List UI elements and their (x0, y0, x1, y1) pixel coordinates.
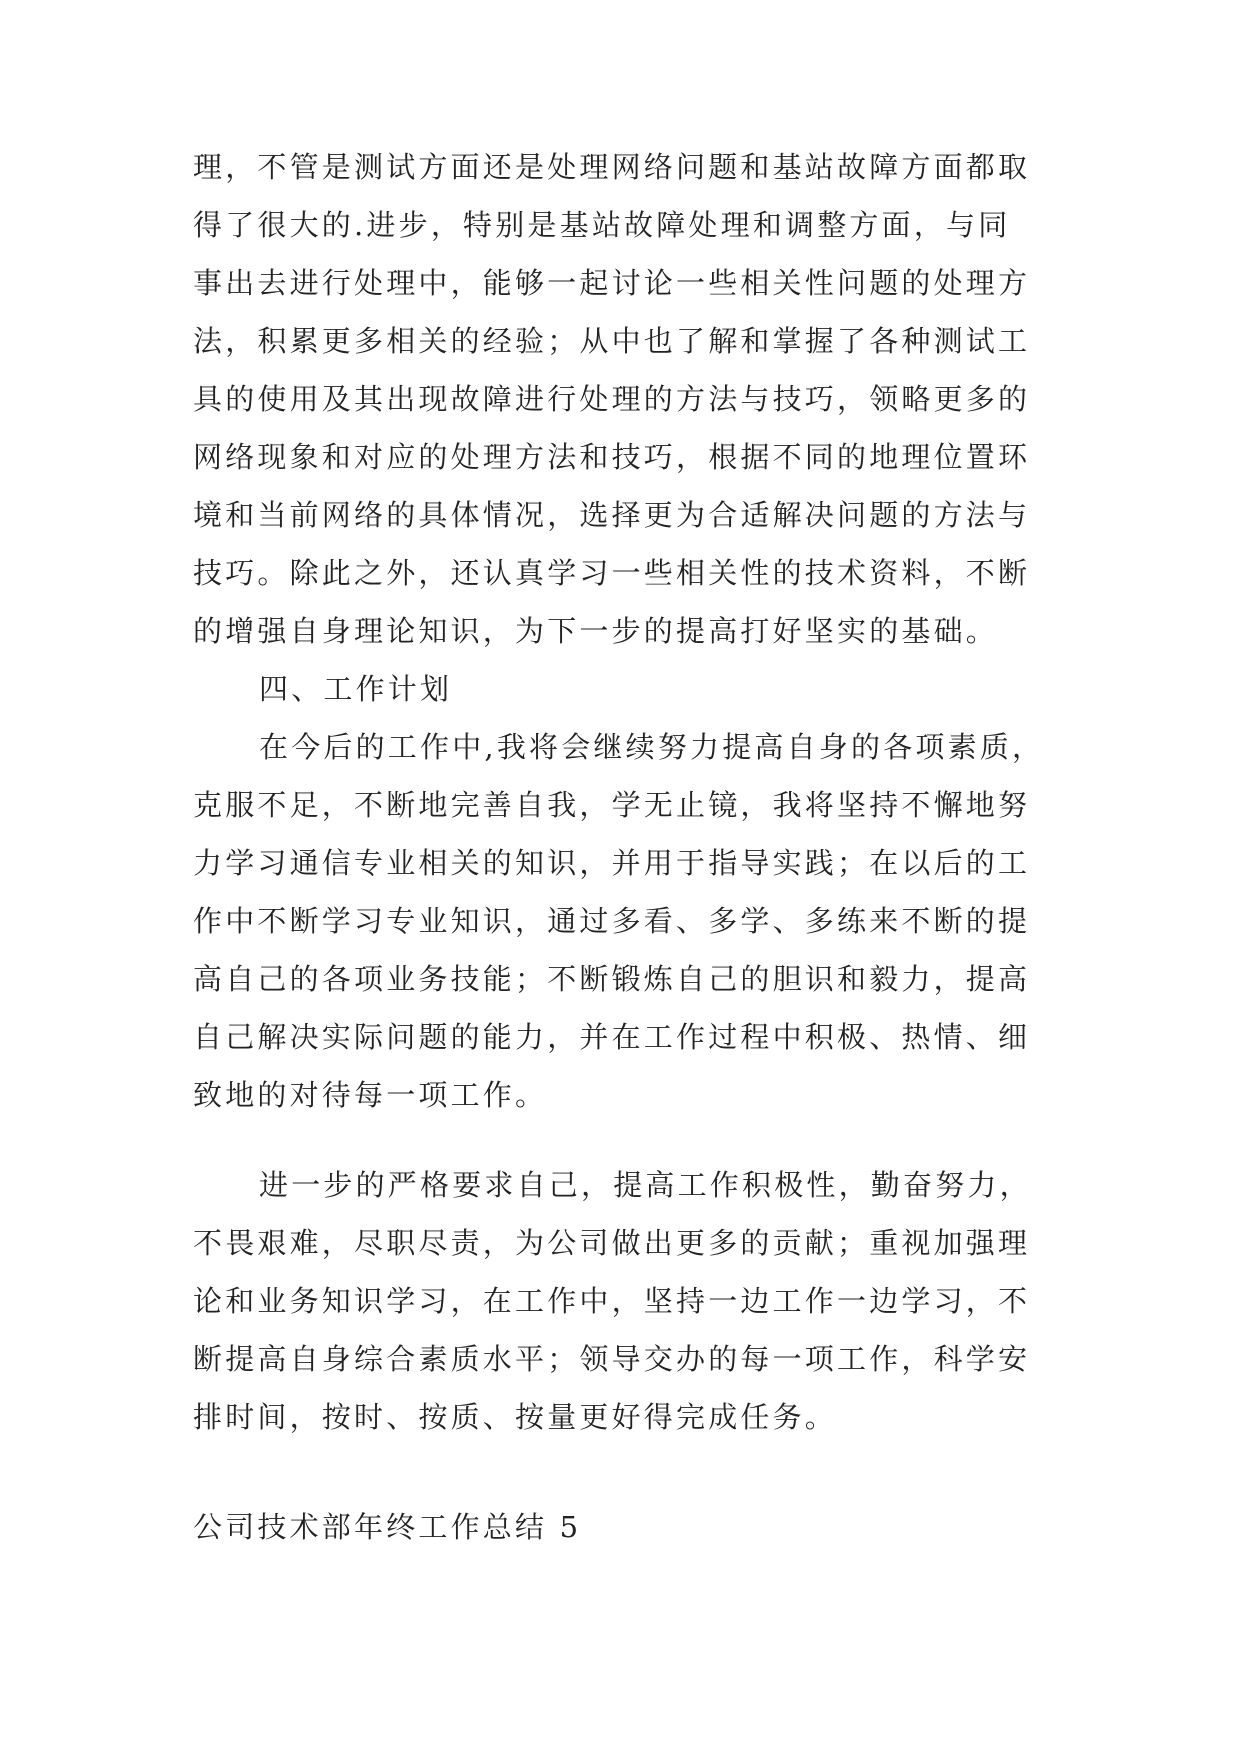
section-heading (193, 660, 1051, 718)
text-line: 排时间，按时、按质、按量更好得完成任务。 (193, 1400, 838, 1434)
text-line: 论和业务知识学习，在工作中，坚持一边工作一边学习，不 (193, 1284, 1031, 1318)
text-line: 在今后的工作中,我将会继续努力提高自身的各项素质， (259, 730, 1045, 764)
text-line: 自己解决实际问题的能力，并在工作过程中积极、热情、细 (193, 1020, 1031, 1054)
text-line: 不畏艰难，尽职尽责，为公司做出更多的贡献；重视加强理 (193, 1226, 1031, 1260)
text-line: 法，积累更多相关的经验；从中也了解和掌握了各种测试工 (193, 324, 1031, 358)
text-line: 的增强自身理论知识，为下一步的提高打好坚实的基础。 (193, 614, 999, 648)
text-line: 克服不足，不断地完善自我，学无止镜，我将坚持不懈地努 (193, 788, 1031, 822)
text-line: 进一步的严格要求自己，提高工作积极性，勤奋努力， (259, 1168, 1032, 1202)
text-line: 具的使用及其出现故障进行处理的方法与技巧，领略更多的 (193, 382, 1031, 416)
text-line: 网络现象和对应的处理方法和技巧，根据不同的地理位置环 (193, 440, 1031, 474)
text-line: 作中不断学习专业知识，通过多看、多学、多练来不断的提 (193, 904, 1031, 938)
text-line: 境和当前网络的具体情况，选择更为合适解决问题的方法与 (193, 498, 1031, 532)
text-line: 得了很大的.进步，特别是基站故障处理和调整方面，与同 (193, 208, 1011, 242)
section-heading-text: 四、工作计划 (259, 672, 453, 706)
text-line: 技巧。除此之外，还认真学习一些相关性的技术资料，不断 (193, 556, 1031, 590)
text-line: 事出去进行处理中，能够一起讨论一些相关性问题的处理方 (193, 266, 1031, 300)
text-line: 致地的对待每一项工作。 (193, 1078, 548, 1112)
text-line: 断提高自身综合素质水平；领导交办的每一项工作，科学安 (193, 1342, 1031, 1376)
paragraph-3 (193, 1156, 1051, 1446)
text-line: 高自己的各项业务技能；不断锻炼自己的胆识和毅力，提高 (193, 962, 1031, 996)
text-line: 力学习通信专业相关的知识，并用于指导实践；在以后的工 (193, 846, 1031, 880)
next-title-text: 公司技术部年终工作总结 5 (193, 1510, 582, 1544)
paragraph-2 (193, 718, 1051, 1124)
text-line: 理，不管是测试方面还是处理网络问题和基站故障方面都取 (193, 150, 1031, 184)
next-section-title (193, 1498, 1051, 1556)
paragraph-1 (193, 138, 1051, 660)
